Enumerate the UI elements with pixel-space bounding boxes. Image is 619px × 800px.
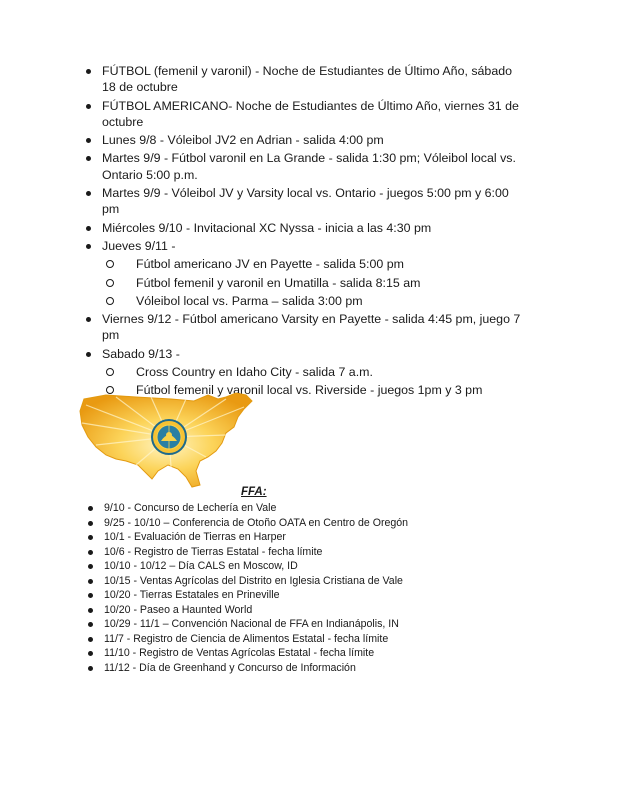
sports-list-item xyxy=(86,132,526,148)
sports-item-text: Sabado 9/13 - xyxy=(102,346,180,361)
ffa-list-item: 10/6 - Registro de Tierras Estatal - fecha límite xyxy=(88,546,488,559)
ffa-list-item: 10/10 - 10/12 – Día CALS en Moscow, ID xyxy=(88,560,488,573)
sports-list-item xyxy=(86,150,526,183)
ffa-list-item: 10/1 - Evaluación de Tierras en Harper xyxy=(88,531,488,544)
sports-item-text: Lunes 9/8 - Vóleibol JV2 en Adrian - salida 4:00 pm xyxy=(102,133,384,148)
sports-sub-item: Vóleibol local vs. Parma – salida 3:00 pm xyxy=(102,293,526,309)
sports-list-item xyxy=(86,63,526,96)
sports-sub-item: Fútbol femenil y varonil local vs. Riverside - juegos 1pm y 3 pm xyxy=(102,382,526,398)
ffa-list-item: 10/20 - Tierras Estatales en Prineville xyxy=(88,589,488,602)
sports-list-item xyxy=(86,238,526,254)
sports-item-text: FÚTBOL (femenil y varonil) - Noche de Estudiantes de Último Año, sábado 18 de octubre xyxy=(102,64,512,95)
sports-list-item xyxy=(86,311,526,344)
sports-item-text: FÚTBOL AMERICANO- Noche de Estudiantes de Último Año, viernes 31 de octubre xyxy=(102,98,519,129)
sports-list-item xyxy=(86,220,526,236)
sports-schedule-list xyxy=(86,63,526,401)
sports-item-text: Viernes 9/12 - Fútbol americano Varsity en Payette - salida 4:45 pm, juego 7 pm xyxy=(102,312,521,343)
ffa-list-item: 10/20 - Paseo a Haunted World xyxy=(88,604,488,617)
ffa-emblem-map xyxy=(76,385,262,490)
sports-sub-item: Fútbol femenil y varonil en Umatilla - salida 8:15 am xyxy=(102,275,526,291)
ffa-list-item: 11/7 - Registro de Ciencia de Alimentos Estatal - fecha límite xyxy=(88,633,488,646)
sports-sub-item: Cross Country en Idaho City - salida 7 a.m. xyxy=(102,364,526,380)
sports-list-item xyxy=(86,346,526,362)
sports-sub-list xyxy=(86,256,526,309)
ffa-list-item: 9/25 - 10/10 – Conferencia de Otoño OATA en Centro de Oregón xyxy=(88,517,488,530)
ffa-list-item: 9/10 - Concurso de Lechería en Vale xyxy=(88,502,488,515)
sports-item-text: Jueves 9/11 - xyxy=(102,238,176,253)
ffa-list-item: 11/10 - Registro de Ventas Agrícolas Estatal - fecha límite xyxy=(88,647,488,660)
ffa-schedule-list xyxy=(88,502,488,676)
sports-item-text: Miércoles 9/10 - Invitacional XC Nyssa - inicia a las 4:30 pm xyxy=(102,220,432,235)
sports-item-text: Martes 9/9 - Vóleibol JV y Varsity local vs. Ontario - juegos 5:00 pm y 6:00 pm xyxy=(102,186,509,217)
sports-sub-item: Fútbol americano JV en Payette - salida 5:00 pm xyxy=(102,256,526,272)
ffa-list-item: 10/15 - Ventas Agrícolas del Distrito en Iglesia Cristiana de Vale xyxy=(88,575,488,588)
ffa-list-item: 10/29 - 11/1 – Convención Nacional de FFA en Indianápolis, IN xyxy=(88,618,488,631)
sports-list-item xyxy=(86,98,526,131)
ffa-section-title: FFA: xyxy=(241,486,267,498)
ffa-list-item: 11/12 - Día de Greenhand y Concurso de Información xyxy=(88,662,488,675)
sports-item-text: Martes 9/9 - Fútbol varonil en La Grande - salida 1:30 pm; Vóleibol local vs. Ontario 5:00 p.m. xyxy=(102,151,516,182)
ffa-seal xyxy=(152,420,186,454)
sports-list-item xyxy=(86,185,526,218)
